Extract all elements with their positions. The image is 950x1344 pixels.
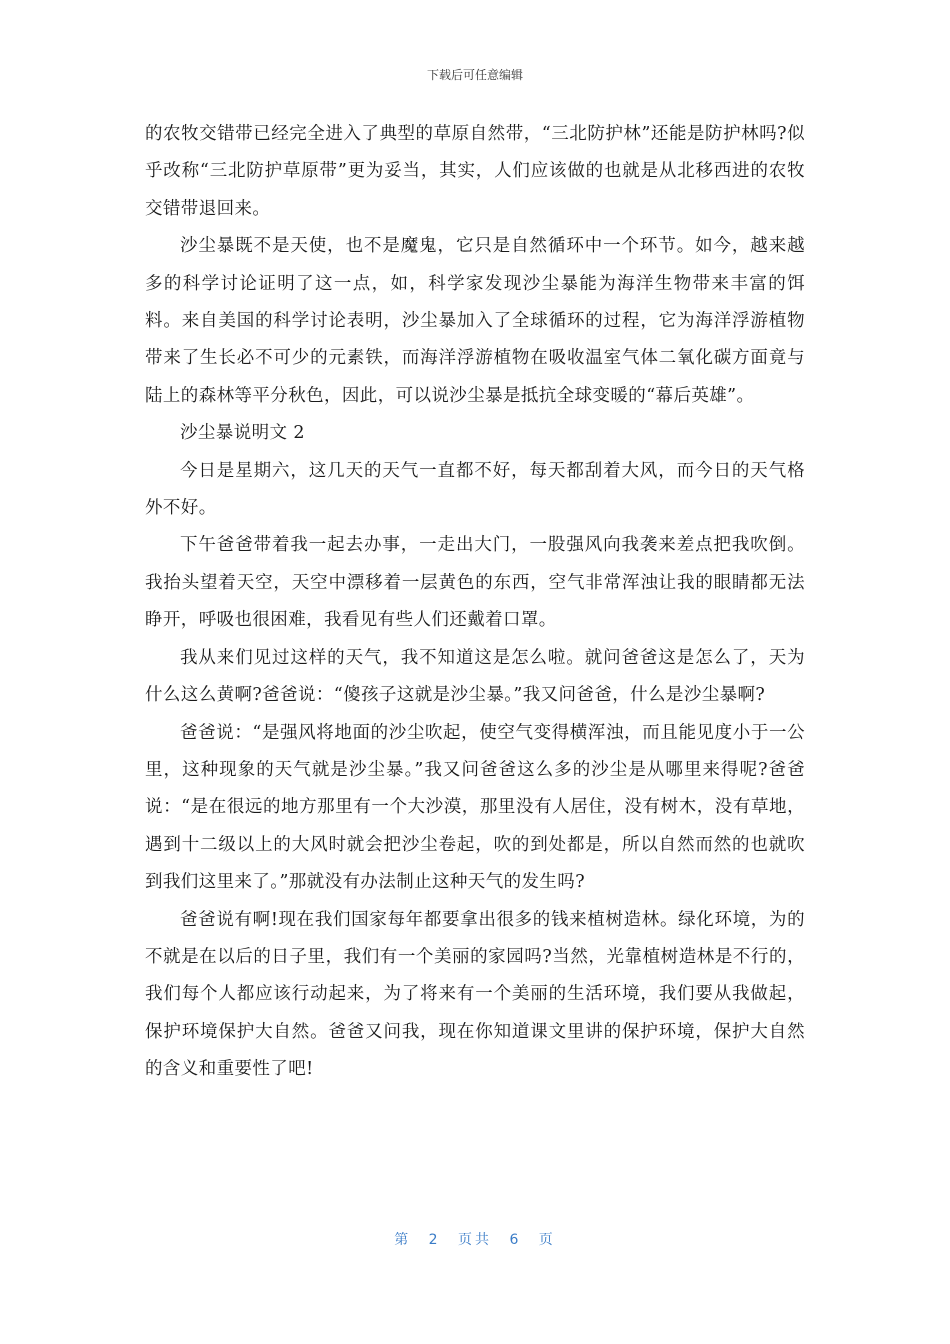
document-body	[145, 116, 805, 1089]
paragraph-explanation: 爸爸说：“是强风将地面的沙尘吹起，使空气变得横浑浊，而且能见度小于一公里，这种现象的天气就是沙尘暴。”我又问爸爸这么多的沙尘是从哪里来得呢?爸爸说：“是在很远的地方那里有一个大沙漠，那里没有人居住，没有树木，没有草地，遇到十二级以上的大风时就会把沙尘卷起，吹的到处都是，所以自然而然的也就吹到我们这里来了。”那就没有办法制止这种天气的发生吗?	[145, 722, 805, 893]
paragraph-conclusion: 爸爸说有啊!现在我们国家每年都要拿出很多的钱来植树造林。绿化环境，为的不就是在以后的日子里，我们有一个美丽的家园吗?当然，光靠植树造林是不行的，我们每个人都应该行动起来，为了将来有一个美丽的生活环境，我们要从我做起，保护环境保护大自然。爸爸又问我，现在你知道课文里讲的保护环境，保护大自然的含义和重要性了吧!	[145, 909, 805, 1080]
paragraph-saturday: 今日是星期六，这几天的天气一直都不好，每天都刮着大风，而今日的天气格外不好。	[145, 460, 805, 519]
page-header-note: 下载后可任意编辑	[426, 68, 523, 82]
paragraph-continuation: 的农牧交错带已经完全进入了典型的草原自然带，“三北防护林”还能是防护林吗?似乎改称“三北防护草原带”更为妥当，其实，人们应该做的也就是从北移西进的农牧交错带退回来。	[145, 124, 805, 219]
paragraph-question: 我从来们见过这样的天气，我不知道这是怎么啦。就问爸爸这是怎么了，天为什么这么黄啊?爸爸说：“傻孩子这就是沙尘暴。”我又问爸爸，什么是沙尘暴啊?	[145, 647, 805, 706]
paragraph-afternoon: 下午爸爸带着我一起去办事，一走出大门，一股强风向我袭来差点把我吹倒。我抬头望着天空，天空中漂移着一层黄色的东西，空气非常浑浊让我的眼睛都无法睁开，呼吸也很困难，我看见有些人们还戴着口罩。	[145, 535, 805, 631]
page-number: 第 2 页共 6 页	[394, 1232, 556, 1248]
section-heading: 沙尘暴说明文 2	[180, 423, 305, 444]
paragraph-sandstorm-nature: 沙尘暴既不是天使，也不是魔鬼，它只是自然循环中一个环节。如今，越来越多的科学讨论证明了这一点，如，科学家发现沙尘暴能为海洋生物带来丰富的饵料。来自美国的科学讨论表明，沙尘暴加入了全球循环的过程，它为海洋浮游植物带来了生长必不可少的元素铁，而海洋浮游植物在吸收温室气体二氧化碳方面竟与陆上的森林等平分秋色，因此，可以说沙尘暴是抵抗全球变暖的“幕后英雄”。	[145, 236, 805, 406]
